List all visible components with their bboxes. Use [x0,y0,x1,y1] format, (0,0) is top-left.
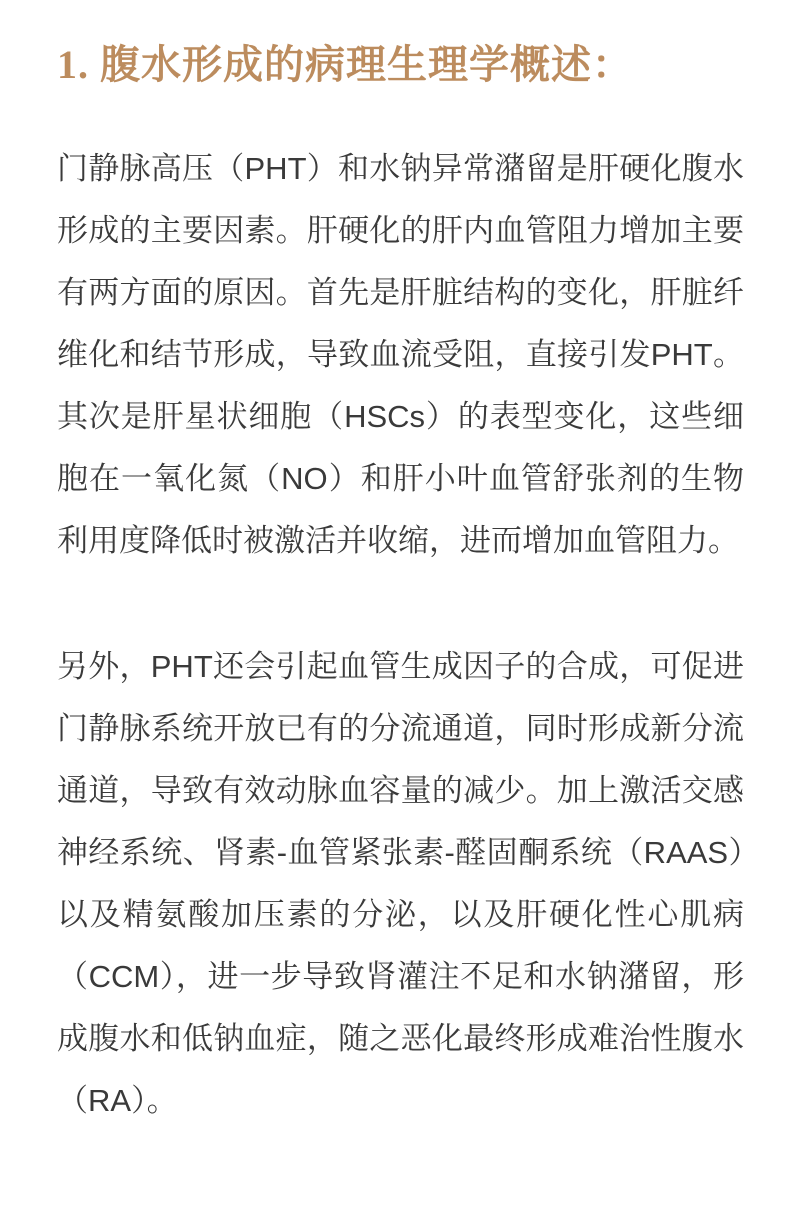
section-heading: 1. 腹水形成的病理生理学概述： [57,42,633,87]
paragraph-pathophysiology-2: 另外，PHT还会引起血管生成因子的合成，可促进门静脉系统开放已有的分流通道，同时形成新分流通道，导致有效动脉血容量的减少。加上激活交感神经系统、肾素-血管紧张素-醛固酮系统（RAAS）以及精氨酸加压素的分泌，以及肝硬化性心肌病（CCM），进一步导致肾灌注不足和水钠潴留，形成腹水和低钠血症，随之恶化最终形成难治性腹水（RA）。 [57,649,744,1118]
paragraph-pathophysiology-1: 门静脉高压（PHT）和水钠异常潴留是肝硬化腹水形成的主要因素。肝硬化的肝内血管阻力增加主要有两方面的原因。首先是肝脏结构的变化，肝脏纤维化和结节形成，导致血流受阻，直接引发PHT。其次是肝星状细胞（HSCs）的表型变化，这些细胞在一氧化氮（NO）和肝小叶血管舒张剂的生物利用度降低时被激活并收缩，进而增加血管阻力。 [57,151,744,558]
